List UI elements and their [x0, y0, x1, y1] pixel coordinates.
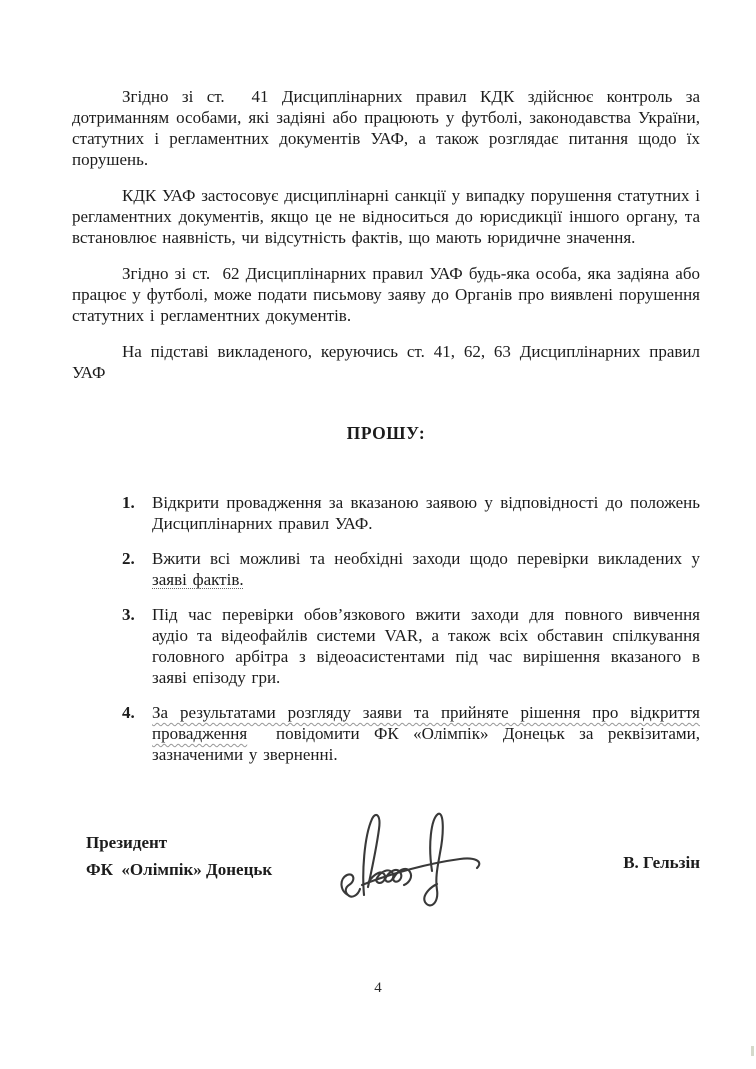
list-item-number: 4. — [122, 703, 135, 722]
request-list — [72, 492, 700, 765]
request-heading: ПРОШУ: — [346, 423, 426, 443]
list-item-number: 1. — [122, 493, 135, 512]
list-item — [122, 548, 700, 590]
list-item-underlined-text: За результатами розгляду заяви та прийняте рішення про відкриття провадження — [152, 703, 700, 743]
scan-edge-artifact — [751, 1046, 754, 1056]
list-item-text: Під час перевірки обов’язкового вжити заходи для повного вивчення аудіо та відеофайлів системи VAR, а також всіх обставин спілкування головного арбітра з відеоасистентами під час вирішення вказаного в заяві епізоду гри. — [152, 605, 700, 687]
paragraph-1: Згідно зі ст. 41 Дисциплінарних правил КДК здійснює контроль за дотриманням особами, які задіяні або працюють у футболі, законодавства України, статутних і регламентних документів УАФ, а також розглядає питання щодо їх порушень. — [72, 87, 700, 169]
list-item-text — [152, 548, 700, 590]
signature-block — [86, 829, 700, 920]
page-number: 4 — [374, 980, 382, 996]
document-body — [72, 86, 700, 920]
list-item — [122, 604, 700, 688]
signatory-role — [86, 829, 272, 883]
list-item — [122, 492, 700, 534]
signatory-name: В. Гельзін — [623, 853, 700, 872]
paragraph-2: КДК УАФ застосовує дисциплінарні санкції у випадку порушення статутних і регламентних документів, якщо це не відноситься до юрисдикції іншого органу, та встановлює наявність, чи відсутність фактів, що мають юридичне значення. — [72, 186, 700, 247]
list-item-text: Відкрити провадження за вказаною заявою у відповідності до положень Дисциплінарних правил УАФ. — [152, 493, 700, 533]
signatory-role-line1: Президент — [86, 833, 168, 852]
list-item-underlined-text: заяві фактів. — [152, 570, 244, 589]
handwritten-signature — [334, 803, 494, 920]
signatory-role-line2: ФК «Олімпік» Донецьк — [86, 860, 273, 879]
list-item-number: 2. — [122, 549, 135, 568]
list-item — [122, 702, 700, 765]
list-item-text-part: Вжити всі можливі та необхідні заходи щодо перевірки викладених у — [152, 549, 700, 568]
list-item-number: 3. — [122, 605, 135, 624]
paragraph-3: Згідно зі ст. 62 Дисциплінарних правил УАФ будь-яка особа, яка задіяна або працює у футболі, може подати письмову заяву до Органів про виявлені порушення статутних і регламентних документів. — [72, 264, 700, 325]
list-item-text-part: повідомити ФК «Олімпік» Донецьк за реквізитами, зазначеними у зверненні. — [152, 724, 700, 764]
paragraph-4: На підставі викладеного, керуючись ст. 41, 62, 63 Дисциплінарних правил УАФ — [72, 342, 700, 382]
list-item-text — [152, 702, 700, 765]
